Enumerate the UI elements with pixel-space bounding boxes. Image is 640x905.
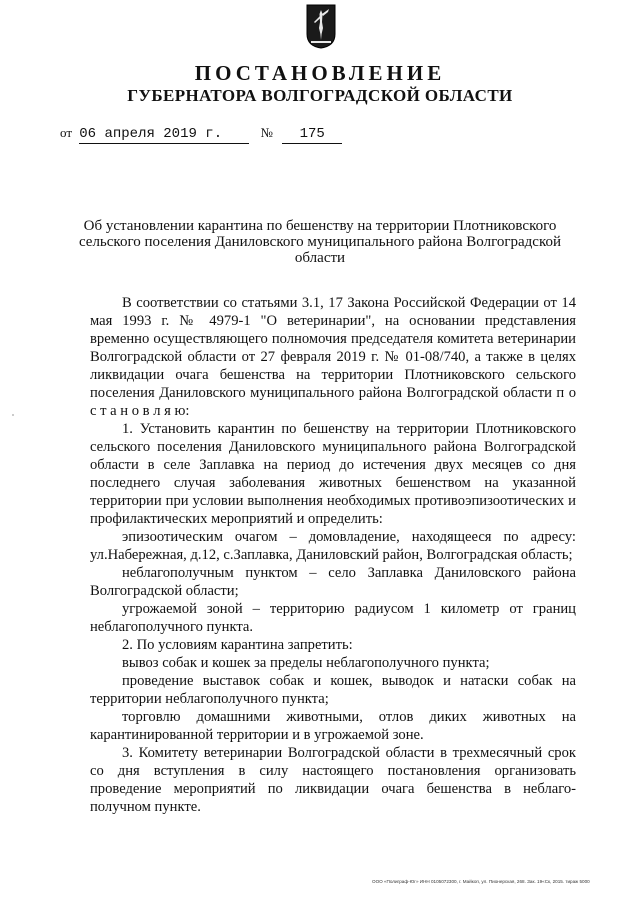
body-paragraph: 3. Комитету ветеринарии Волгоградской области в трехмесячный срок со дня вступления в силу настоящего постановления организовать проведение мероприятий по ликвидации очага бешенства в неблаго-получном пункте. — [90, 745, 576, 815]
body-paragraph: проведение выставок собак и кошек, выводок и натаски собак на территории неблагополучного пункта; — [90, 673, 576, 707]
body-paragraph: торговлю домашними животными, отлов диких животных на карантинированной территории и в угрожаемой зоне. — [90, 709, 576, 743]
body-paragraph: неблагополучным пунктом – село Заплавка Даниловского района Волгоградской области; — [90, 565, 576, 599]
date-prefix: от — [60, 125, 73, 140]
body-paragraph: В соответствии со статьями 3.1, 17 Закона Российской Федерации от 14 мая 1993 г. № 4979-1 "О ветеринарии", на основании представления временно осуществляющего полномочия председателя комитета ветеринарии Волгоградской области от 27 февраля 2019 г. № 01-08/740, а также в целях ликвидации очага бешенства на территории Плотниковского сельского поселения Даниловского муниципального района Волгоградской области п о с т а н о в л я ю: — [90, 295, 576, 419]
issuer-subtitle: ГУБЕРНАТОРА ВОЛГОГРАДСКОЙ ОБЛАСТИ — [127, 86, 513, 105]
coat-of-arms-icon — [306, 4, 336, 49]
body-paragraph: вывоз собак и кошек за пределы неблагополучного пункта; — [122, 655, 490, 671]
body-paragraph: 2. По условиям карантина запретить: — [122, 637, 353, 653]
scan-speck — [12, 414, 14, 416]
document-body — [90, 294, 576, 816]
print-imprint-footer: ООО «Полиграф-Юг» ИНН 0105072300, г. Майкоп, ул. Пионерская, 268. Зак. 19«Ск, 2015. тираж 5000 — [372, 879, 590, 884]
document-type-title: ПОСТАНОВЛЕНИЕ — [194, 61, 446, 85]
document-date-number-line — [60, 124, 342, 144]
number-sign: № — [260, 125, 273, 140]
document-subject-title: Об установлении карантина по бешенству на территории Плотниковского сельского поселения Даниловского муниципального района Волгоградской области — [78, 218, 562, 266]
body-paragraph: 1. Установить карантин по бешенству на территории Плотниковского сельского поселения Даниловского муниципального района Волгоградской области в селе Заплавка на период до истечения двух месяцев со дня последнего случая заболевания животных бешенством на указанной территории при условии выполнения необходимых противоэпизоотических и профилактических мероприятий и определить: — [90, 421, 576, 527]
date-field: 06 апреля 2019 г. — [79, 125, 249, 144]
number-field: 175 — [282, 125, 342, 144]
body-paragraph: эпизоотическим очагом – домовладение, находящееся по адресу: ул.Набережная, д.12, с.Заплавка, Даниловский район, Волгоградская область; — [90, 529, 576, 563]
body-paragraph: угрожаемой зоной – территорию радиусом 1 километр от границ неблагополучного пункта. — [90, 601, 576, 635]
